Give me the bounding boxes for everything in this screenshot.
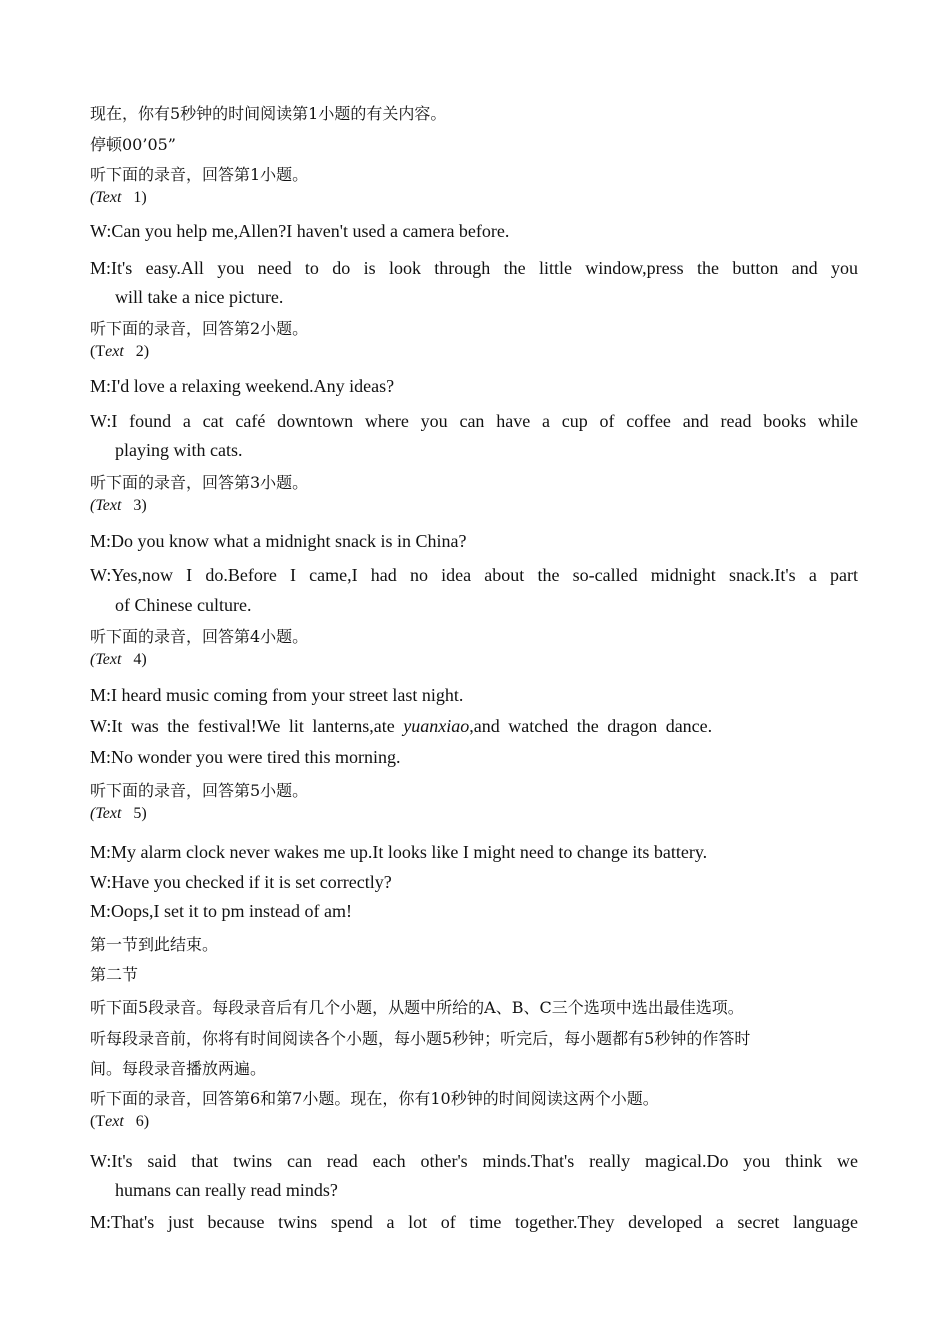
text-label-2: (Text 2) — [90, 343, 150, 360]
dialogue-continuation: of Chinese culture. — [115, 595, 252, 615]
text-label-6: (Text 6) — [90, 1113, 150, 1130]
dialogue-continuation: playing with cats. — [115, 440, 243, 460]
dialogue-line: M:My alarm clock never wakes me up.It looks like I might need to change its battery. — [90, 842, 708, 862]
dialogue-line: W:Yes,now I do.Before I came,I had no idea about the so-called midnight snack.It's a part — [90, 565, 858, 585]
dialogue-line: W:Can you help me,Allen?I haven't used a camera before. — [90, 221, 510, 241]
instruction-line: 间。每段录音播放两遍。 — [90, 1059, 267, 1078]
pause-note: 停顿00’05” — [90, 135, 176, 154]
instruction-line: 听下面5段录音。每段录音后有几个小题，从题中所给的A、B、C三个选项中选出最佳选项。 — [90, 998, 744, 1017]
dialogue-line: M:Do you know what a midnight snack is in China? — [90, 531, 467, 551]
dialogue-continuation: will take a nice picture. — [115, 287, 284, 307]
instruction-line: 听下面的录音，回答第1小题。 — [90, 165, 309, 184]
text-label-5: (Text 5) — [90, 805, 147, 822]
dialogue-line: M:Oops,I set it to pm instead of am! — [90, 901, 352, 921]
instruction-line: 听下面的录音，回答第4小题。 — [90, 627, 309, 646]
text-label-1: (Text 1) — [90, 189, 147, 206]
section-heading: 第二节 — [90, 965, 139, 984]
text-label-3: (Text 3) — [90, 497, 147, 514]
instruction-line: 听下面的录音，回答第3小题。 — [90, 473, 309, 492]
dialogue-line: W:It's said that twins can read each other's minds.That's really magical.Do you think we — [90, 1151, 858, 1171]
dialogue-line: M:I'd love a relaxing weekend.Any ideas? — [90, 376, 395, 396]
dialogue-line: M:It's easy.All you need to do is look through the little window,press the button and you — [90, 258, 858, 278]
dialogue-line: W:I found a cat café downtown where you can have a cup of coffee and read books while — [90, 411, 858, 431]
dialogue-line: M:I heard music coming from your street last night. — [90, 685, 464, 705]
instruction-line: 听下面的录音，回答第6和第7小题。现在，你有10秒钟的时间阅读这两个小题。 — [90, 1089, 659, 1108]
instruction-line: 听下面的录音，回答第5小题。 — [90, 781, 309, 800]
instruction-line: 听每段录音前，你将有时间阅读各个小题，每小题5秒钟；听完后，每小题都有5秒钟的作答时 — [90, 1029, 751, 1048]
dialogue-line: M:No wonder you were tired this morning. — [90, 747, 401, 767]
dialogue-continuation: humans can really read minds? — [115, 1180, 338, 1200]
section-end-note: 第一节到此结束。 — [90, 935, 219, 954]
text-label-4: (Text 4) — [90, 651, 147, 668]
dialogue-line: W:Have you checked if it is set correctly? — [90, 872, 392, 892]
instruction-line: 现在，你有5秒钟的时间阅读第1小题的有关内容。 — [90, 104, 447, 123]
instruction-line: 听下面的录音，回答第2小题。 — [90, 319, 309, 338]
dialogue-line: W:It was the festival!We lit lanterns,ate yuanxiao,and watched the dragon dance. — [90, 716, 713, 736]
dialogue-line: M:That's just because twins spend a lot of time together.They developed a secret language — [90, 1212, 858, 1232]
